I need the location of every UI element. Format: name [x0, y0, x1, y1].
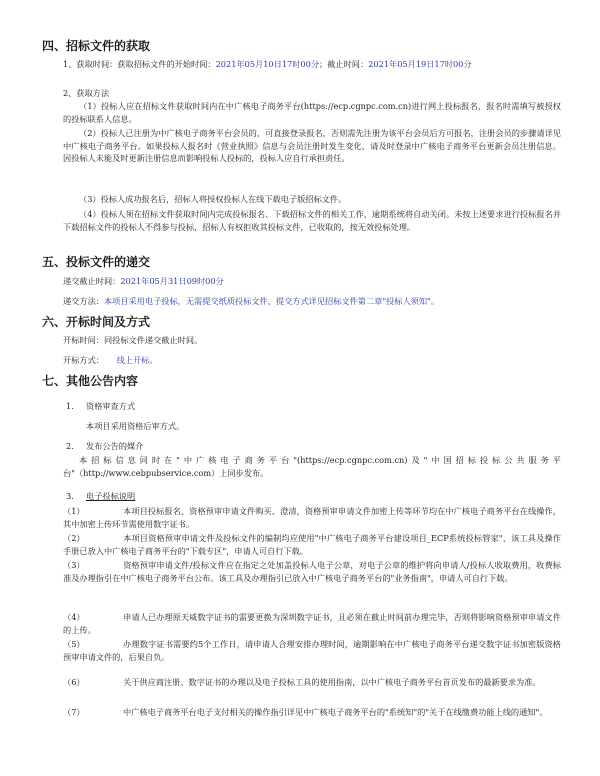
s4-item2-title: 2、获取方法 — [63, 88, 110, 98]
s6-mode-label: 开标方式： — [63, 355, 104, 365]
s7-sub1-num: 1. — [66, 401, 74, 411]
s7-sub1-title: 资格审查方式 — [86, 401, 136, 411]
s7-item-1-num: （1） — [63, 506, 85, 516]
s7-item-3-num: （3） — [63, 560, 85, 570]
s5-method — [63, 295, 439, 307]
s7-sub3-num: 3. — [66, 491, 74, 501]
s5-method-value: 本项目采用电子投标，无需提交纸质投标文件，提交方式详见招标文件第二章"投标人须知"。 — [103, 296, 439, 306]
s5-deadline-value: 2021年05月31日09时00分 — [120, 276, 224, 286]
s7-item-3-text: 资格预审申请文件/投标文件应在指定之处加盖投标人电子公章，对电子公章的维护将向申请人/投标人收取费用，收费标准及办理指引在中广核电子商务平台公布。该工具及办理指引已放入中广核电子商务平台的"业务指南"，申请人可自行下载。 — [63, 560, 561, 583]
s4-item1-prefix: 1、获取时间：获取招标文件的开始时间： — [63, 59, 216, 69]
s7-sub2-title: 发布公告的媒介 — [86, 441, 144, 451]
s7-sub3-title: 电子投标说明 — [86, 491, 136, 501]
s4-para-1: （1）投标人应在招标文件获取时间内在中广核电子商务平台(https://ecp.cgnpc.com.cn)进行网上投标报名，报名时需填写被授权的投标联系人信息。 — [63, 101, 561, 124]
s5-deadline-label: 递交截止时间： — [63, 276, 121, 286]
s6-mode-value: 线上开标。 — [116, 355, 158, 365]
s4-start-time: 2021年05月10日17时00分 — [215, 59, 320, 69]
s7-item-4-text: 申请人已办理原天威数字证书的需要更换为深圳数字证书，且必须在截止时间前办理完毕，否则将影响资格预审申请文件的上传。 — [63, 612, 561, 635]
s4-para-4: （4）投标人须在招标文件获取时间内完成投标报名、下载招标文件的相关工作，逾期系统将自动关闭。未按上述要求进行投标报名并下载招标文件的投标人不得参与投标，招标人有权拒收其投标文件，已收取的，按无效投标处理。 — [63, 209, 561, 232]
s5-method-label: 递交方法： — [63, 296, 104, 306]
s6-time-value: 同投标文件递交截止时间。 — [103, 335, 203, 345]
s7-item-2-text: 本项目资格预审申请文件及投标文件的编制均应使用"中广核电子商务平台建设项目_ECP系统投标管家"，该工具及操作手册已放入中广核电子商务平台的"下载专区"，申请人可自行下载。 — [63, 533, 561, 556]
s6-time-label: 开标时间： — [63, 335, 104, 345]
s4-end-time: 2021年05月19日17时00分 — [368, 59, 472, 69]
s7-sub2-num: 2. — [66, 441, 74, 451]
s7-item-6 — [63, 676, 561, 689]
s7-item-1-text: 本项目投标报名、资格预审申请文件购买、澄清，资格预审申请文件加密上传等环节均在中广核电子商务平台在线操作，其中加密上传环节需使用数字证书。 — [63, 506, 561, 529]
s7-item-6-num: （6） — [63, 677, 85, 687]
s4-para-3: （3）投标人成功报名后，招标人将授权投标人在线下载电子版招标文件。 — [79, 194, 347, 204]
section-6-heading: 六、开标时间及方式 — [42, 315, 151, 329]
s7-item-6-text: 关于供应商注册、数字证书的办理以及电子投标工具的使用指南，以中广核电子商务平台首页发布的最新要求为准。 — [123, 677, 541, 687]
s5-deadline — [63, 275, 224, 287]
s7-sub1-text: 本项目采用资格后审方式。 — [86, 421, 185, 431]
s7-item-7-text: 中广核电子商务平台电子支付相关的操作指引详见中广核电子商务平台的"系统知"的"关于在线缴费功能上线的通知"。 — [123, 707, 548, 717]
s4-item1-sep: ；截止时间： — [319, 59, 369, 69]
s7-item-5-text: 办理数字证书需要约5个工作日，请申请人合理安排办理时间，逾期影响在中广核电子商务平台递交数字证书加密版资格预审申请文件的，后果自负。 — [63, 639, 561, 662]
s4-para-2: （2）投标人已注册为中广核电子商务平台会员的，可直接登录报名，否则需先注册为该平台会员后方可报名，注册会员的步骤请详见中广核电子商务平台。如果投标人报名时《营业执照》信息与会员注册时发生变化，请及时登录中广核电子商务平台更新会员注册信息。因投标人未能及时更新注册信息而影响投标人投标的，投标人应自行承担责任。 — [63, 128, 561, 163]
section-7-heading: 七、其他公告内容 — [42, 374, 139, 388]
s7-item-7-num: （7） — [63, 707, 85, 717]
s7-item-5 — [63, 638, 561, 663]
s7-item-2 — [63, 532, 561, 557]
s7-item-7 — [63, 706, 561, 719]
s7-item-3 — [63, 559, 561, 584]
section-4-heading: 四、招标文件的获取 — [42, 39, 151, 53]
s7-item-2-num: （2） — [63, 533, 85, 543]
s6-time — [63, 334, 202, 346]
s6-mode — [63, 354, 158, 366]
s7-sub2-text: 本招标信息同时在"中广核电子商务平台"(https://ecp.cgnpc.com.cn)及"中国招标投标公共服务平台"（http://www.cebpubservice.com）上同步发布。 — [63, 455, 561, 478]
s7-item-5-num: （5） — [63, 639, 85, 649]
s7-item-1 — [63, 505, 561, 530]
section-5-heading: 五、投标文件的递交 — [42, 255, 151, 269]
s4-item1 — [63, 58, 472, 70]
s7-item-4-num: （4） — [63, 612, 85, 622]
s7-item-4 — [63, 611, 561, 636]
